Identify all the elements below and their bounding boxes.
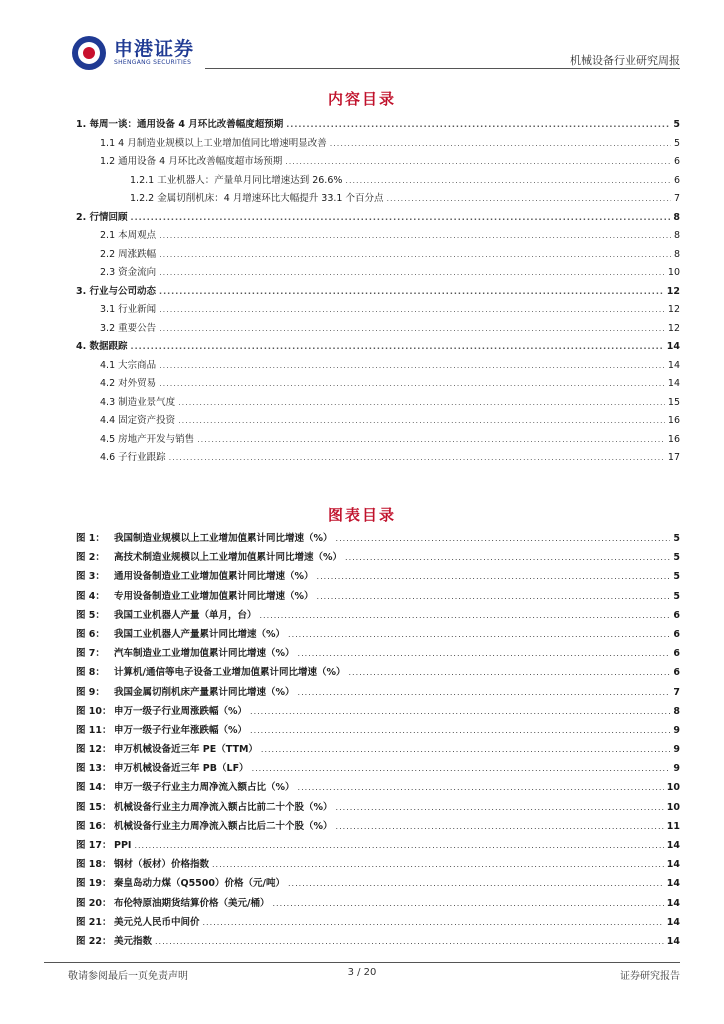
toc-entry[interactable] (76, 449, 680, 468)
dot-leader (349, 668, 671, 677)
figure-page: 5 (673, 533, 680, 544)
toc-entry-page: 8 (673, 248, 680, 260)
dot-leader (159, 250, 671, 259)
toc-entry[interactable] (76, 375, 680, 394)
company-logo (72, 36, 194, 70)
figure-entry[interactable] (76, 837, 680, 856)
figure-number: 图 7： (76, 648, 105, 660)
dot-leader (212, 860, 664, 869)
figure-caption: 我国工业机器人产量累计同比增速（%） (114, 628, 286, 640)
toc-entry-page: 15 (667, 396, 680, 408)
figure-number: 图 1： (76, 533, 105, 544)
figure-page: 10 (666, 801, 680, 813)
figure-caption: 申万一级子行业年涨跌幅（%） (114, 724, 248, 736)
figure-entry[interactable] (76, 779, 680, 798)
toc-entry-text: 1. 每周一谈：通用设备 4 月环比改善幅度超预期 (76, 119, 284, 130)
figure-number: 图 19： (76, 878, 112, 890)
dot-leader (134, 841, 663, 850)
dot-leader (178, 398, 665, 407)
toc-entry-page: 6 (673, 156, 680, 167)
toc-entry[interactable] (76, 357, 680, 376)
figure-caption: 高技术制造业规模以上工业增加值累计同比增速（%） (114, 552, 343, 564)
toc-entry[interactable] (76, 172, 680, 191)
toc-entry-page: 7 (673, 193, 680, 204)
toc-entry-page: 5 (673, 119, 680, 130)
toc-entry-text: 1.1 4 月制造业规模以上工业增加值同比增速明显改善 (100, 137, 327, 149)
toc-entry-text: 4. 数据跟踪 (76, 341, 128, 352)
figure-entry[interactable] (76, 664, 680, 683)
dot-leader (155, 937, 664, 946)
dot-leader (131, 213, 671, 222)
dot-leader (317, 592, 671, 601)
dot-leader (330, 139, 671, 148)
figure-entry[interactable] (76, 722, 680, 741)
figure-entry[interactable] (76, 760, 680, 779)
toc-title: 内容目录 (327, 90, 396, 108)
toc-entry-text: 4.1 大宗商品 (100, 359, 157, 371)
figure-page: 9 (673, 744, 680, 756)
figure-page: 5 (673, 552, 680, 564)
page-number: 3 / 20 (347, 967, 377, 978)
toc-entry-page: 12 (667, 322, 680, 334)
dot-leader (159, 379, 665, 388)
figure-entry[interactable] (76, 741, 680, 760)
figure-number: 图 21： (76, 916, 112, 928)
toc-entry-text: 3.2 重要公告 (100, 322, 157, 334)
figure-page: 6 (673, 648, 680, 660)
figure-page: 9 (673, 763, 680, 775)
figure-entry[interactable] (76, 568, 680, 587)
dot-leader (159, 324, 665, 333)
logo-english-name: SHENGANG SECURITIES (114, 59, 192, 66)
dot-leader (261, 745, 670, 754)
dot-leader (286, 120, 670, 129)
figure-page: 6 (673, 667, 680, 679)
figure-caption: 秦皇岛动力煤（Q5500）价格（元/吨） (114, 878, 285, 890)
figure-entry[interactable] (76, 588, 680, 607)
toc-entry-text: 2.2 周涨跌幅 (100, 248, 157, 260)
toc-entry[interactable] (76, 153, 680, 172)
figure-page: 14 (666, 840, 680, 851)
figure-number: 图 17： (76, 840, 112, 851)
dot-leader (345, 553, 670, 562)
toc-entry-text: 1.2.2 金属切削机床：4 月增速环比大幅提升 33.1 个百分点 (130, 193, 384, 204)
toc-entry[interactable] (76, 116, 680, 135)
logo-emblem-icon (72, 36, 106, 70)
figure-entry[interactable] (76, 645, 680, 664)
figure-page: 14 (666, 935, 680, 947)
figure-entry[interactable] (76, 933, 680, 952)
toc-entry-page: 8 (673, 230, 680, 241)
figure-page: 14 (666, 916, 680, 928)
dot-leader (252, 764, 671, 773)
figure-caption: 申万机械设备近三年 PE（TTM） (114, 744, 258, 756)
figure-entry[interactable] (76, 703, 680, 722)
toc-entry-text: 4.4 固定资产投资 (100, 415, 176, 426)
dot-leader (288, 879, 664, 888)
dot-leader (159, 361, 665, 370)
figure-entry[interactable] (76, 530, 680, 549)
figure-number: 图 18： (76, 859, 112, 871)
toc-entry[interactable] (76, 246, 680, 265)
figure-caption: 美元指数 (114, 935, 153, 947)
figure-number: 图 15： (76, 801, 112, 813)
toc-entry-page: 5 (673, 137, 680, 149)
figure-caption: 申万一级子行业周涨跌幅（%） (114, 705, 248, 717)
toc-entry-text: 2. 行情回顾 (76, 211, 128, 223)
dot-leader (250, 707, 670, 716)
dot-leader (336, 822, 664, 831)
dot-leader (386, 194, 671, 203)
figure-number: 图 14： (76, 782, 112, 794)
figure-page: 6 (673, 609, 680, 621)
toc-entry[interactable] (76, 283, 680, 302)
dot-leader (336, 803, 664, 812)
figure-page: 6 (673, 628, 680, 640)
toc-entry[interactable] (76, 338, 680, 357)
figure-number: 图 6： (76, 628, 105, 640)
toc-entry-page: 12 (666, 285, 680, 297)
toc-entry-page: 14 (667, 378, 680, 389)
dot-leader (159, 231, 671, 240)
figure-page: 11 (666, 820, 680, 832)
figure-entry[interactable] (76, 914, 680, 933)
figure-page: 5 (673, 571, 680, 583)
toc-entry-text: 3. 行业与公司动态 (76, 285, 157, 297)
figure-caption: 美元兑人民币中间价 (114, 916, 200, 928)
toc-entry-text: 2.3 资金流向 (100, 267, 157, 278)
figure-caption: 专用设备制造业工业增加值累计同比增速（%） (114, 590, 314, 602)
figure-caption: 申万一级子行业主力周净流入额占比（%） (114, 782, 295, 794)
dot-leader (131, 342, 664, 351)
toc-entry[interactable] (76, 209, 680, 228)
toc-entry[interactable] (76, 135, 680, 154)
table-of-contents (76, 116, 680, 468)
figure-page: 5 (673, 590, 680, 602)
dot-leader (345, 176, 671, 185)
dot-leader (317, 572, 671, 581)
figure-number: 图 9： (76, 686, 105, 698)
figure-page: 8 (673, 705, 680, 717)
toc-entry[interactable] (76, 320, 680, 339)
toc-entry[interactable] (76, 394, 680, 413)
figure-caption: 我国金属切削机床产量累计同比增速（%） (114, 686, 295, 698)
toc-entry[interactable] (76, 301, 680, 320)
dot-leader (260, 611, 671, 620)
figure-number: 图 5： (76, 609, 105, 621)
toc-entry-text: 3.1 行业新闻 (100, 304, 157, 315)
toc-entry[interactable] (76, 227, 680, 246)
footer-disclaimer: 敬请参阅最后一页免责声明 (68, 971, 188, 982)
toc-entry-page: 16 (667, 415, 680, 426)
figure-number: 图 12： (76, 744, 112, 756)
figure-entry[interactable] (76, 856, 680, 875)
figure-page: 9 (673, 724, 680, 736)
toc-entry-page: 8 (673, 211, 680, 223)
dot-leader (288, 630, 670, 639)
figure-caption: 机械设备行业主力周净流入额占比后二十个股（%） (114, 820, 333, 832)
figure-number: 图 13： (76, 763, 112, 775)
dot-leader (159, 305, 665, 314)
dot-leader (298, 688, 671, 697)
figure-caption: 申万机械设备近三年 PB（LF） (114, 763, 249, 775)
toc-entry[interactable] (76, 264, 680, 283)
toc-entry-text: 4.5 房地产开发与销售 (100, 433, 195, 445)
figure-number: 图 8： (76, 667, 105, 679)
dot-leader (178, 416, 665, 425)
header-divider (205, 68, 680, 69)
figure-caption: 钢材（板材）价格指数 (114, 859, 210, 871)
figure-caption: 布伦特原油期货结算价格（美元/桶） (114, 897, 270, 909)
figure-caption: 计算机/通信等电子设备工业增加值累计同比增速（%） (114, 667, 346, 679)
figure-page: 14 (666, 897, 680, 909)
figure-number: 图 2： (76, 552, 105, 564)
toc-entry[interactable] (76, 190, 680, 209)
figure-entry[interactable] (76, 895, 680, 914)
footer-divider (44, 962, 680, 963)
report-title: 机械设备行业研究周报 (570, 54, 680, 67)
figure-page: 14 (666, 859, 680, 871)
dot-leader (272, 899, 663, 908)
toc-entry-page: 17 (667, 452, 680, 463)
list-of-figures (76, 530, 680, 952)
figure-page: 7 (673, 686, 680, 698)
toc-entry-text: 1.2 通用设备 4 月环比改善幅度超市场预期 (100, 156, 283, 167)
figure-entry[interactable] (76, 549, 680, 568)
figure-page: 14 (666, 878, 680, 890)
figure-entry[interactable] (76, 875, 680, 894)
toc-entry-page: 16 (667, 433, 680, 445)
toc-entry[interactable] (76, 412, 680, 431)
dot-leader (336, 534, 671, 543)
toc-entry-text: 4.3 制造业景气度 (100, 396, 176, 408)
dot-leader (298, 783, 664, 792)
figure-entry[interactable] (76, 626, 680, 645)
figure-caption: 我国制造业规模以上工业增加值累计同比增速（%） (114, 533, 333, 544)
figure-number: 图 10： (76, 705, 112, 717)
figure-entry[interactable] (76, 818, 680, 837)
page-header (0, 0, 724, 72)
toc-entry[interactable] (76, 431, 680, 450)
toc-entry-text: 2.1 本周观点 (100, 230, 157, 241)
dot-leader (159, 287, 664, 296)
dot-leader (203, 918, 664, 927)
figure-entry[interactable] (76, 684, 680, 703)
figure-caption: 通用设备制造业工业增加值累计同比增速（%） (114, 571, 314, 583)
toc-entry-text: 4.6 子行业跟踪 (100, 452, 166, 463)
figures-title: 图表目录 (327, 506, 396, 524)
figure-number: 图 20： (76, 897, 112, 909)
dot-leader (250, 726, 670, 735)
figure-number: 图 3： (76, 571, 105, 583)
figure-number: 图 4： (76, 590, 105, 602)
dot-leader (169, 453, 665, 462)
figure-caption: PPI (114, 840, 132, 851)
figure-entry[interactable] (76, 607, 680, 626)
figure-caption: 汽车制造业工业增加值累计同比增速（%） (114, 648, 295, 660)
toc-entry-text: 1.2.1 工业机器人：产量单月同比增速达到 26.6% (130, 174, 343, 186)
figure-entry[interactable] (76, 799, 680, 818)
toc-entry-page: 14 (666, 341, 680, 352)
toc-entry-page: 10 (667, 267, 680, 278)
figure-caption: 机械设备行业主力周净流入额占比前二十个股（%） (114, 801, 333, 813)
figure-number: 图 22： (76, 935, 112, 947)
logo-chinese-name: 申港证券 (114, 38, 195, 60)
toc-entry-page: 6 (673, 174, 680, 186)
toc-entry-text: 4.2 对外贸易 (100, 378, 157, 389)
toc-entry-page: 14 (667, 359, 680, 371)
footer-report-type: 证券研究报告 (620, 971, 680, 982)
dot-leader (159, 268, 665, 277)
figure-page: 10 (666, 782, 680, 794)
figure-number: 图 11： (76, 724, 112, 736)
figure-caption: 我国工业机器人产量（单月，台） (114, 609, 257, 621)
dot-leader (285, 157, 671, 166)
dot-leader (298, 649, 671, 658)
dot-leader (197, 435, 665, 444)
figure-number: 图 16： (76, 820, 112, 832)
toc-entry-page: 12 (667, 304, 680, 315)
